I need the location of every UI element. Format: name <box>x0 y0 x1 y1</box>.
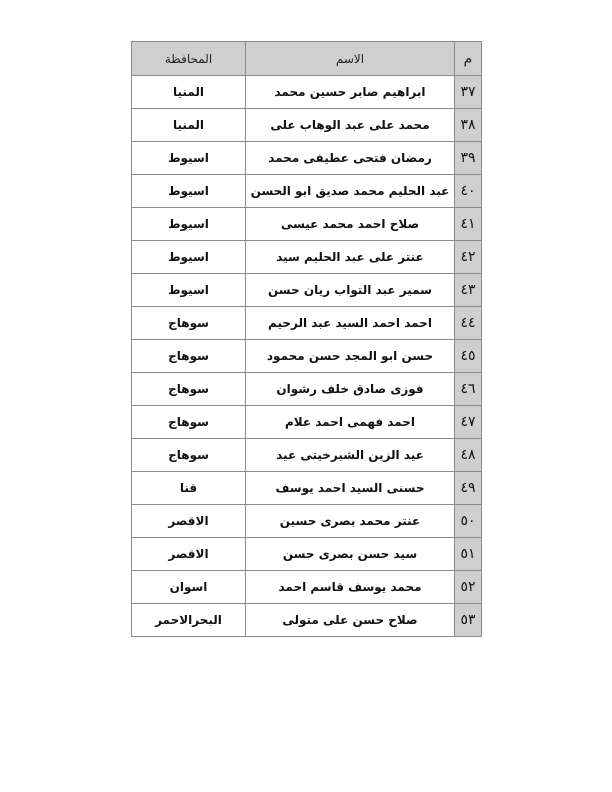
header-name: الاسم <box>246 42 455 76</box>
header-row <box>132 42 482 76</box>
governorate-name: سوهاج <box>132 406 246 439</box>
person-name: صلاح احمد محمد عيسى <box>246 208 455 241</box>
table-row <box>132 571 482 604</box>
governorate-name: اسيوط <box>132 175 246 208</box>
person-name: صلاح حسن على متولى <box>246 604 455 637</box>
row-number: ٥١ <box>455 538 482 571</box>
governorate-name: الاقصر <box>132 538 246 571</box>
row-number: ٤٧ <box>455 406 482 439</box>
table-row <box>132 208 482 241</box>
governorate-name: البحرالاحمر <box>132 604 246 637</box>
row-number: ٤٣ <box>455 274 482 307</box>
table-row <box>132 604 482 637</box>
table-row <box>132 274 482 307</box>
table-row <box>132 406 482 439</box>
table-row <box>132 373 482 406</box>
row-number: ٤٠ <box>455 175 482 208</box>
table-row <box>132 307 482 340</box>
table-row <box>132 340 482 373</box>
row-number: ٣٧ <box>455 76 482 109</box>
person-name: عبد الحليم محمد صديق ابو الحسن <box>246 175 455 208</box>
governorate-name: اسوان <box>132 571 246 604</box>
person-name: فوزى صادق خلف رشوان <box>246 373 455 406</box>
person-name: حسنى السيد احمد يوسف <box>246 472 455 505</box>
governorate-name: سوهاج <box>132 307 246 340</box>
table-row <box>132 76 482 109</box>
person-name: رمضان فتحى عطيفى محمد <box>246 142 455 175</box>
row-number: ٤٨ <box>455 439 482 472</box>
person-name: عيد الزين الشبرخيتى عيد <box>246 439 455 472</box>
person-name: عنتر محمد بصرى حسين <box>246 505 455 538</box>
governorate-name: اسيوط <box>132 241 246 274</box>
table-row <box>132 472 482 505</box>
governorate-name: اسيوط <box>132 274 246 307</box>
table-body <box>132 76 482 637</box>
table-row <box>132 175 482 208</box>
person-name: ابراهيم صابر حسين محمد <box>246 76 455 109</box>
governorate-name: اسيوط <box>132 208 246 241</box>
row-number: ٥٠ <box>455 505 482 538</box>
table-row <box>132 241 482 274</box>
governorate-name: اسيوط <box>132 142 246 175</box>
row-number: ٣٨ <box>455 109 482 142</box>
table-row <box>132 505 482 538</box>
person-name: محمد على عبد الوهاب على <box>246 109 455 142</box>
governorate-name: المنيا <box>132 76 246 109</box>
table-row <box>132 538 482 571</box>
governorate-name: سوهاج <box>132 373 246 406</box>
person-name: عنتر على عبد الحليم سيد <box>246 241 455 274</box>
governorate-name: سوهاج <box>132 340 246 373</box>
row-number: ٥٢ <box>455 571 482 604</box>
person-name: حسن ابو المجد حسن محمود <box>246 340 455 373</box>
table-row <box>132 142 482 175</box>
header-governorate: المحافظة <box>132 42 246 76</box>
row-number: ٥٣ <box>455 604 482 637</box>
person-name: احمد احمد السيد عبد الرحيم <box>246 307 455 340</box>
row-number: ٣٩ <box>455 142 482 175</box>
person-name: محمد يوسف قاسم احمد <box>246 571 455 604</box>
person-name: سيد حسن بصرى حسن <box>246 538 455 571</box>
table-row <box>132 439 482 472</box>
person-name: احمد فهمى احمد علام <box>246 406 455 439</box>
table-row <box>132 109 482 142</box>
governorate-name: سوهاج <box>132 439 246 472</box>
row-number: ٤٢ <box>455 241 482 274</box>
table-header <box>132 42 482 76</box>
governorate-name: قنا <box>132 472 246 505</box>
row-number: ٤٤ <box>455 307 482 340</box>
row-number: ٤٩ <box>455 472 482 505</box>
names-table <box>131 41 482 637</box>
header-number: م <box>455 42 482 76</box>
person-name: سمير عبد التواب ريان حسن <box>246 274 455 307</box>
governorate-name: الاقصر <box>132 505 246 538</box>
row-number: ٤١ <box>455 208 482 241</box>
row-number: ٤٦ <box>455 373 482 406</box>
governorate-name: المنيا <box>132 109 246 142</box>
row-number: ٤٥ <box>455 340 482 373</box>
